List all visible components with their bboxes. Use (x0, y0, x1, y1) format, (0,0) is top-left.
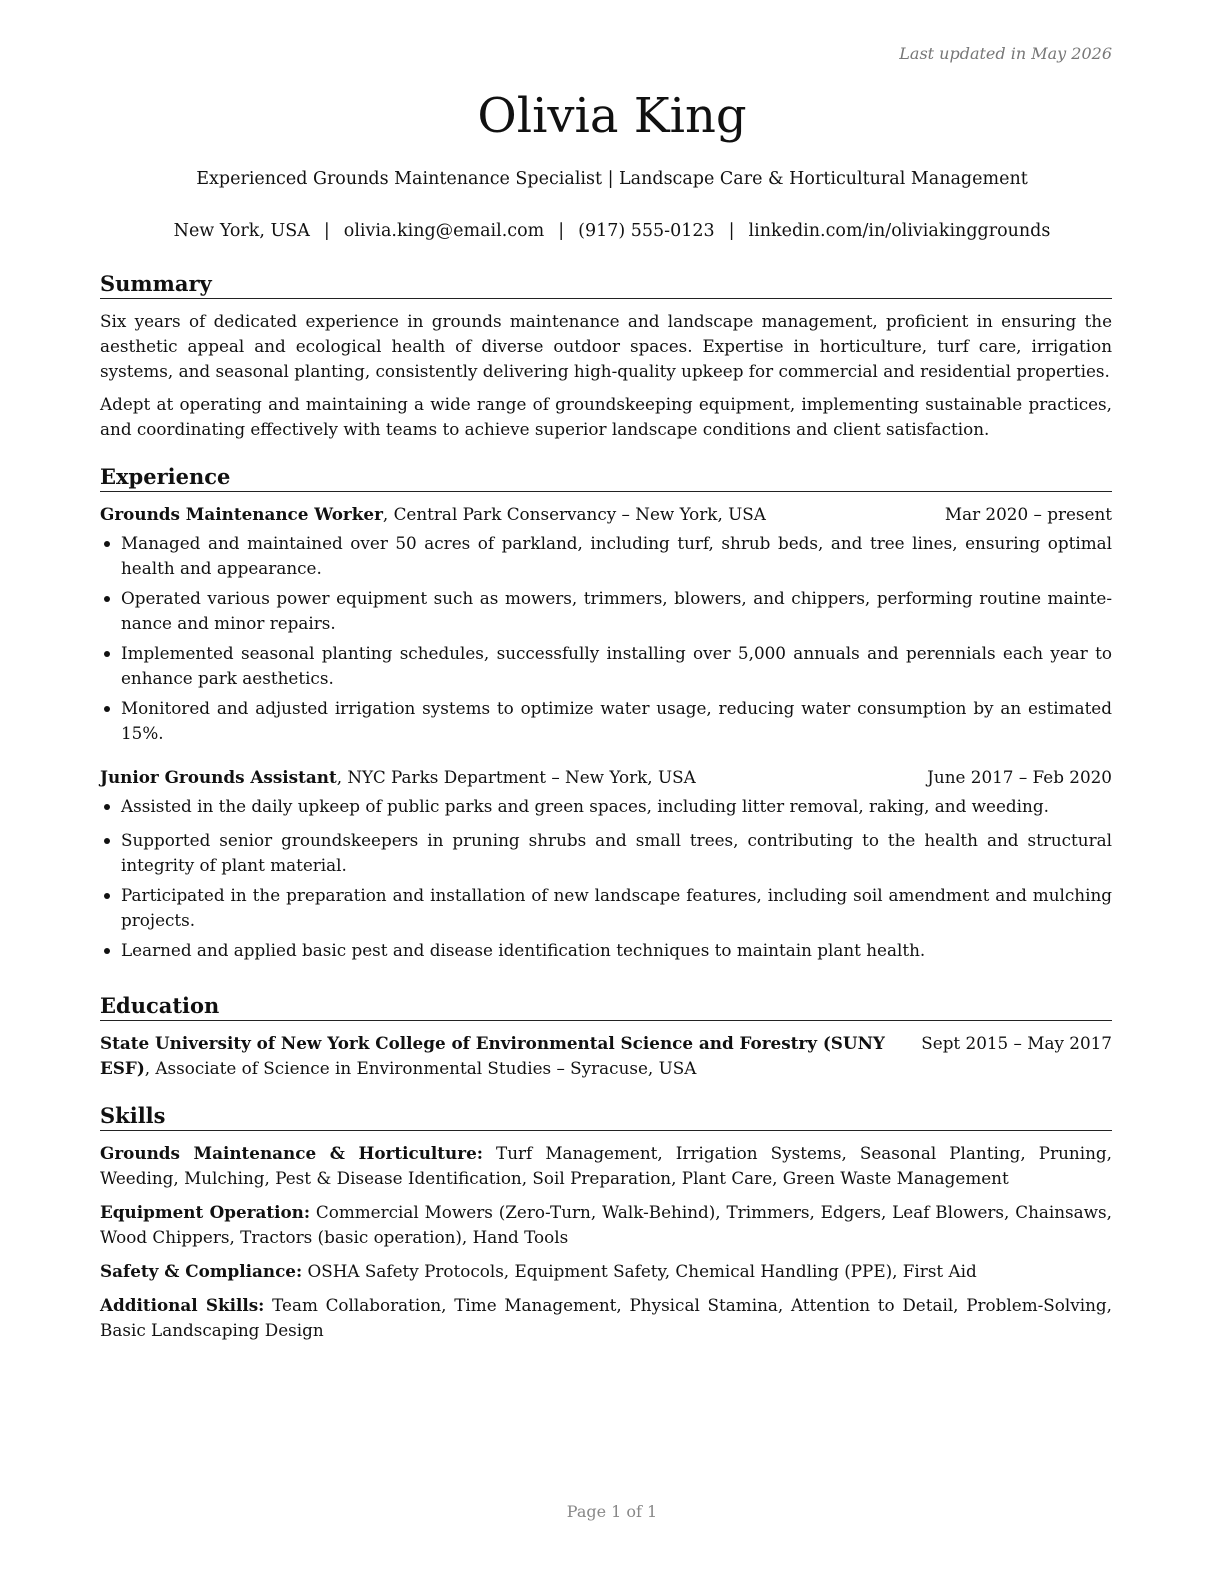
skill-label: Grounds Maintenance & Horticulture: (100, 1143, 483, 1163)
skill-text: Commercial Mowers (Zero-Turn, Walk-Behind), Trimmers, Edgers, Leaf Blowers, Chainsaws, Wood Chippers, Tractors (basic operation), Hand Tools (100, 1202, 1112, 1247)
job-dates: Mar 2020 – present (944, 504, 1112, 524)
skill-label: Safety & Compliance: (100, 1261, 303, 1281)
skill-line (100, 1293, 1112, 1343)
job-role: Grounds Maintenance Worker (100, 504, 383, 524)
education-degree: , Associate of Science in Environmental Studies – Syracuse, USA (144, 1058, 697, 1078)
skill-line (100, 1200, 1112, 1250)
skill-line (100, 1259, 1112, 1284)
skill-label: Equipment Operation: (100, 1202, 311, 1222)
job-title-line (100, 765, 696, 790)
contact-phone: (917) 555-0123 (578, 221, 715, 241)
summary-paragraph: Adept at operating and maintaining a wide range of groundskeeping equipment, implementing sustainable practices, and coordinating effectively with teams to achieve superior landscape conditions and client satisfaction. (100, 394, 1112, 439)
education-school: State University of New York College of Environmental Science and Forestry (SUNY ESF) (100, 1033, 885, 1078)
skill-line (100, 1141, 1112, 1191)
contact-separator: | (728, 221, 735, 241)
list-item: Participated in the preparation and installation of new landscape features, including soil amendment and mulching projects. (100, 883, 1112, 933)
contact-separator: | (558, 221, 565, 241)
job-title-line (100, 502, 766, 527)
list-item: Implemented seasonal planting schedules, successfully installing over 5,000 annuals and perennials each year to enhance park aesthetics. (100, 641, 1112, 691)
job-header (100, 502, 1112, 527)
list-item: Assisted in the daily upkeep of public parks and green spaces, including litter removal, raking, and weeding. (100, 794, 1112, 819)
contact-linkedin[interactable]: linkedin.com/in/oliviakinggrounds (748, 221, 1051, 241)
skill-text: Turf Management, Irrigation Systems, Seasonal Planting, Pruning, Weeding, Mulching, Pest & Disease Identification, Soil Preparation, Plant Care, Green Waste Management (100, 1143, 1112, 1188)
education-details (100, 1031, 890, 1081)
job-role: Junior Grounds Assistant (100, 767, 337, 787)
skill-text: OSHA Safety Protocols, Equipment Safety, Chemical Handling (PPE), First Aid (302, 1261, 977, 1281)
section-title-skills: Skills (100, 1103, 1112, 1131)
list-item: Managed and maintained over 50 acres of parkland, including turf, shrub beds, and tree lines, ensuring optimal health and appearance. (100, 531, 1112, 581)
education-section (100, 993, 1112, 1081)
headline: Experienced Grounds Maintenance Specialist | Landscape Care & Horticultural Management (196, 169, 1028, 189)
contact-line (0, 218, 1224, 244)
last-updated: Last updated in May 2026 (899, 44, 1112, 63)
job-org: , NYC Parks Department – New York, USA (336, 767, 696, 787)
skills-section (100, 1103, 1112, 1352)
job-header (100, 765, 1112, 790)
contact-location: New York, USA (173, 221, 310, 241)
candidate-name: Olivia King (477, 88, 747, 144)
job-bullets (100, 531, 1112, 746)
list-item: Monitored and adjusted irrigation systems to optimize water usage, reducing water consumption by an estimated 15%. (100, 696, 1112, 746)
job-bullets (100, 794, 1112, 963)
section-title-summary: Summary (100, 271, 1112, 299)
job-org: , Central Park Conservancy – New York, USA (382, 504, 766, 524)
summary-paragraph: Six years of dedicated experience in grounds maintenance and landscape management, proficient in ensuring the aesthetic appeal and ecological health of diverse outdoor spaces. Expertise in horticulture, turf care, irrigation systems, and seasonal planting, consistently delivering high-quality upkeep for commercial and residential properties. (100, 311, 1112, 381)
education-dates: Sept 2015 – May 2017 (921, 1033, 1112, 1053)
contact-email[interactable]: olivia.king@email.com (343, 221, 545, 241)
skill-label: Additional Skills: (100, 1295, 265, 1315)
list-item: Operated various power equipment such as mowers, trimmers, blowers, and chippers, performing routine maintenance and minor repairs. (100, 586, 1112, 636)
page-number: Page 1 of 1 (566, 1502, 658, 1521)
job-dates: June 2017 – Feb 2020 (927, 767, 1112, 787)
section-title-experience: Experience (100, 464, 1112, 492)
skill-text: Team Collaboration, Time Management, Physical Stamina, Attention to Detail, Problem-Solving, Basic Landscaping Design (100, 1295, 1112, 1340)
summary-section (100, 271, 1112, 450)
list-item: Supported senior groundskeepers in pruning shrubs and small trees, contributing to the health and structural integrity of plant material. (100, 828, 1112, 878)
contact-separator: | (323, 221, 330, 241)
section-title-education: Education (100, 993, 1112, 1021)
experience-section (100, 464, 1112, 968)
education-entry (100, 1031, 1112, 1081)
list-item: Learned and applied basic pest and disease identification techniques to maintain plant health. (100, 938, 1112, 963)
